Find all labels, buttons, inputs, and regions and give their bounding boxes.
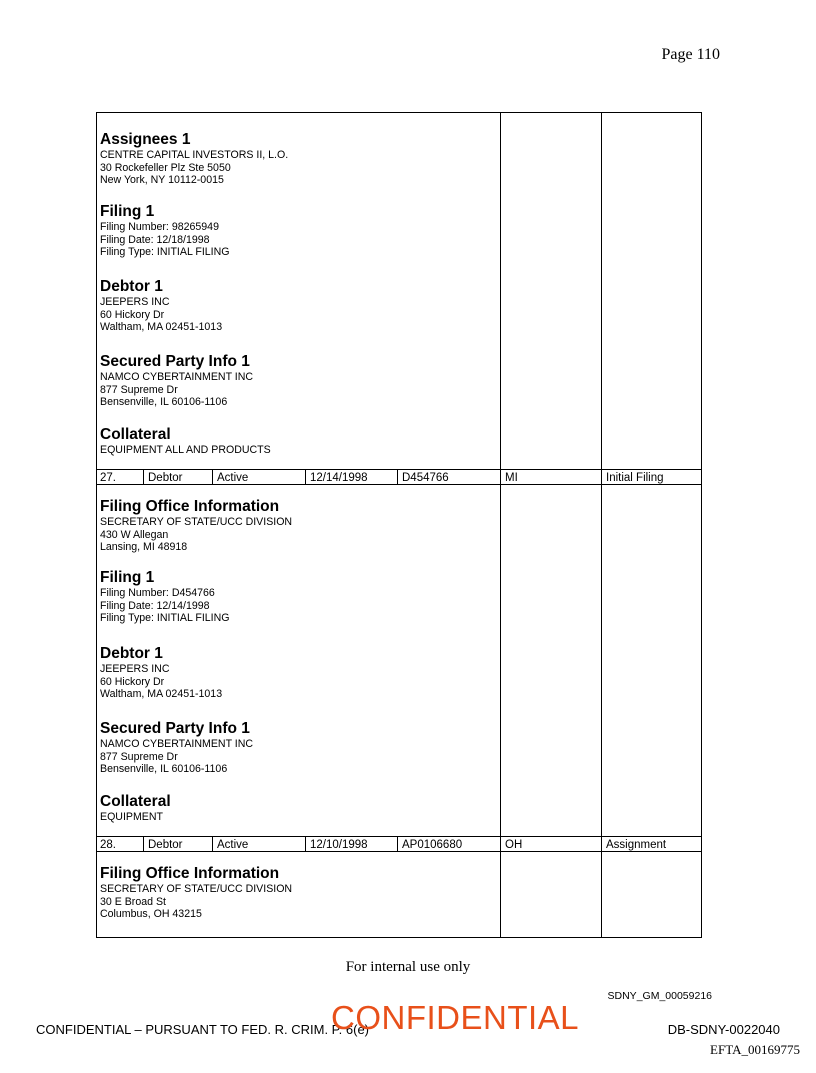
secured-party-name: NAMCO CYBERTAINMENT INC — [100, 371, 254, 383]
assignees-block — [100, 131, 500, 187]
debtor-city: Waltham, MA 02451-1013 — [100, 321, 223, 334]
debtor-block — [100, 278, 500, 334]
cell-divider — [212, 470, 213, 484]
collateral-block — [100, 793, 500, 824]
filing-office-heading: Filing Office Information — [100, 498, 280, 515]
table-row — [97, 836, 701, 852]
table-row — [97, 469, 701, 485]
secured-party-city: Bensenville, IL 60106-1106 — [100, 396, 228, 409]
row-number: 27. — [100, 472, 116, 484]
collateral-heading: Collateral — [100, 426, 171, 443]
secured-party-name: NAMCO CYBERTAINMENT INC — [100, 738, 254, 750]
row-filing-number: D454766 — [402, 472, 449, 484]
cell-divider — [305, 470, 306, 484]
assignee-name: CENTRE CAPITAL INVESTORS II, L.O. — [100, 149, 289, 161]
filing-office-name: SECRETARY OF STATE/UCC DIVISION — [100, 516, 293, 528]
internal-use-notice: For internal use only — [345, 959, 471, 975]
debtor-name: JEEPERS INC — [100, 663, 170, 675]
row-date: 12/10/1998 — [310, 839, 368, 851]
secured-party-address: 877 Supreme Dr — [100, 750, 178, 763]
debtor-name: JEEPERS INC — [100, 296, 170, 308]
confidential-notice: CONFIDENTIAL – PURSUANT TO FED. R. CRIM. P. 6(e) — [36, 1022, 370, 1037]
debtor-address: 60 Hickory Dr — [100, 675, 165, 688]
secured-party-block — [100, 353, 500, 409]
filing-number: Filing Number: 98265949 — [100, 221, 219, 233]
bates-number: SDNY_GM_00059216 — [607, 990, 712, 1002]
secured-party-heading: Secured Party Info 1 — [100, 353, 250, 370]
filing-office-city: Columbus, OH 43215 — [100, 908, 202, 921]
cell-divider — [143, 837, 144, 851]
collateral-heading: Collateral — [100, 793, 171, 810]
filing-type: Filing Type: INITIAL FILING — [100, 246, 230, 259]
collateral-description: EQUIPMENT ALL AND PRODUCTS — [100, 444, 271, 456]
collateral-block — [100, 426, 500, 457]
secured-party-address: 877 Supreme Dr — [100, 383, 178, 396]
filing-office-address: 430 W Allegan — [100, 528, 169, 541]
assignee-address: 30 Rockefeller Plz Ste 5050 — [100, 161, 231, 174]
row-role: Debtor — [148, 472, 183, 484]
cell-divider — [212, 837, 213, 851]
filing-office-heading: Filing Office Information — [100, 865, 280, 882]
assignee-city: New York, NY 10112-0015 — [100, 174, 224, 187]
row-number: 28. — [100, 839, 116, 851]
efta-number: EFTA_00169775 — [710, 1042, 800, 1057]
cell-divider — [397, 837, 398, 851]
debtor-city: Waltham, MA 02451-1013 — [100, 688, 223, 701]
filing-number: Filing Number: D454766 — [100, 587, 215, 599]
collateral-description: EQUIPMENT — [100, 811, 163, 823]
column-divider — [601, 113, 602, 937]
confidential-stamp: CONFIDENTIAL — [331, 999, 580, 1036]
row-state: MI — [505, 472, 518, 484]
filing-block — [100, 203, 500, 259]
filing-heading: Filing 1 — [100, 203, 155, 220]
filing-office-name: SECRETARY OF STATE/UCC DIVISION — [100, 883, 293, 895]
row-filing-type: Initial Filing — [606, 472, 664, 484]
secured-party-city: Bensenville, IL 60106-1106 — [100, 763, 228, 776]
filing-heading: Filing 1 — [100, 569, 155, 586]
cell-divider — [143, 470, 144, 484]
secured-party-heading: Secured Party Info 1 — [100, 720, 250, 737]
debtor-block — [100, 645, 500, 701]
filing-date: Filing Date: 12/18/1998 — [100, 233, 210, 246]
filing-block — [100, 569, 500, 625]
debtor-heading: Debtor 1 — [100, 645, 163, 662]
secured-party-block — [100, 720, 500, 776]
cell-divider — [397, 470, 398, 484]
filing-office-address: 30 E Broad St — [100, 895, 166, 908]
filing-office-block — [100, 498, 500, 554]
row-role: Debtor — [148, 839, 183, 851]
row-filing-type: Assignment — [606, 839, 667, 851]
document-id: DB-SDNY-0022040 — [667, 1022, 780, 1037]
row-date: 12/14/1998 — [310, 472, 368, 484]
filing-type: Filing Type: INITIAL FILING — [100, 612, 230, 625]
page-number: Page 110 — [661, 46, 720, 63]
filing-date: Filing Date: 12/14/1998 — [100, 599, 210, 612]
debtor-address: 60 Hickory Dr — [100, 308, 165, 321]
filing-office-block — [100, 865, 500, 921]
row-status: Active — [217, 839, 249, 851]
filing-office-city: Lansing, MI 48918 — [100, 541, 188, 554]
cell-divider — [305, 837, 306, 851]
row-state: OH — [505, 839, 523, 851]
debtor-heading: Debtor 1 — [100, 278, 163, 295]
column-divider — [500, 113, 501, 937]
row-filing-number: AP0106680 — [402, 839, 463, 851]
ucc-filings-table — [96, 112, 702, 938]
row-status: Active — [217, 472, 249, 484]
assignees-heading: Assignees 1 — [100, 131, 191, 148]
